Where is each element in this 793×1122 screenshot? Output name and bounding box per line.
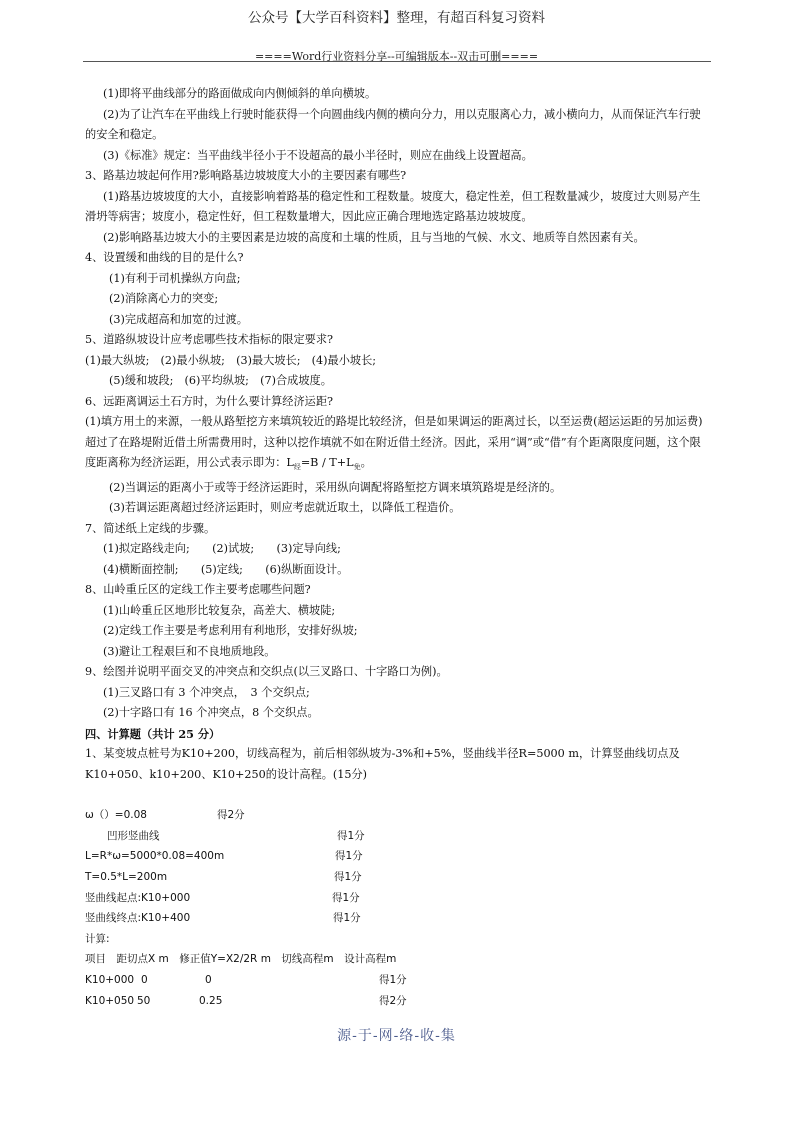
page-header: 公众号【大学百科资料】整理，有超百科复习资料 (248, 10, 545, 26)
table-header: 项目 距切点X m 修正值Y=X2/2R m 切线高程m 设计高程m (85, 953, 397, 966)
calc-row (85, 867, 711, 888)
formula-text: =B / T+L (300, 456, 354, 469)
score-label: 得2分 (379, 994, 407, 1007)
calc-text: 竖曲线起点:K10+000 (85, 891, 191, 904)
question-heading: 4、设置缓和曲线的目的是什么? (85, 251, 244, 264)
page-subheader: ====Word行业资料分享--可编辑版本--双击可删==== (254, 50, 539, 63)
list-item: (1)最大纵坡; (2)最小纵坡; (3)最大坡长; (4)最小坡长; (85, 353, 377, 367)
paragraph (85, 412, 711, 478)
list-item: (3)完成超高和加宽的过渡。 (109, 312, 248, 326)
cell: 0 (205, 973, 212, 986)
paragraph: (2)为了让汽车在平曲线上行驶时能获得一个向圆曲线内侧的横向分力，用以克服离心力，减小横向力，从而保证汽车行驶的安全和稳定。 (85, 107, 701, 141)
score-label: 得1分 (337, 829, 365, 842)
list-item: (5)缓和坡段; (6)平均纵坡; (7)合成坡度。 (109, 374, 332, 387)
calc-row (85, 929, 711, 950)
calc-text: 计算: (85, 932, 110, 945)
score-label: 得1分 (335, 850, 363, 863)
cell: K10+050 (85, 994, 135, 1007)
list-item: (3)避让工程艰巨和不良地质地段。 (103, 644, 276, 658)
list-item: (2)消除离心力的突变; (109, 292, 219, 305)
score-label: 得1分 (333, 912, 361, 925)
question-heading: 8、山岭重丘区的定线工作主要考虑哪些问题? (85, 583, 311, 597)
paragraph-text: (1)填方用土的来源，一般从路堑挖方来填筑较近的路堤比较经济，但是如果调运的距离过长，以至运费(超运运距的另加运费)超过了在路堤附近借土所需费用时，这种以挖作填就不如在附近借土经济。因此，采用“调”或“借”有个距离限度问题，这个限度距离称为经济运距，用公式表示即为：L (85, 415, 703, 469)
paragraph: (1)即将平曲线部分的路面做成向内侧倾斜的单向横坡。 (103, 87, 377, 100)
list-item: (2)定线工作主要是考虑利用有利地形，安排好纵坡; (103, 624, 358, 638)
header-divider (83, 61, 711, 62)
calculation-block (85, 805, 711, 1011)
calc-text: ω（）=0.08 (85, 809, 147, 822)
question-heading: 5、道路纵坡设计应考虑哪些技术指标的限定要求? (85, 333, 334, 346)
score-label: 得2分 (217, 809, 245, 822)
subscript: 经 (293, 463, 301, 472)
list-item: (1)有利于司机操纵方向盘; (109, 271, 241, 285)
question-text: 1、某变坡点桩号为K10+200，切线高程为，前后相邻纵坡为-3%和+5%，竖曲线半径R=5000 m，计算竖曲线切点及K10+050、k10+200、K10+250的设计高程。(15分) (85, 747, 680, 781)
list-item: (4)横断面控制; (5)定线; (6)纵断面设计。 (103, 562, 349, 576)
paragraph: (3)若调运距离超过经济运距时，则应考虑就近取土，以降低工程造价。 (109, 501, 461, 515)
calc-text: T=0.5*L=200m (85, 871, 168, 884)
list-item: (1)三叉路口有 3 个冲突点， 3 个交织点; (103, 685, 310, 699)
table-row (85, 991, 711, 1012)
paragraph: (1)路基边坡坡度的大小，直接影响着路基的稳定性和工程数量。坡度大，稳定性差，但工程数量减少，坡度过大则易产生滑坍等病害；坡度小，稳定性好，但工程数量增大，因此应正确合理地选定路基边坡坡度。 (85, 189, 701, 223)
page-footer: 源-于-网-络-收-集 (337, 1028, 456, 1044)
question-heading: 3、路基边坡起何作用?影响路基边坡坡度大小的主要因素有哪些? (85, 169, 407, 182)
subscript: 免 (353, 463, 361, 472)
calc-text: 凹形竖曲线 (107, 829, 160, 842)
cell: 50 (137, 994, 151, 1007)
paragraph: (3)《标准》规定：当平曲线半径小于不设超高的最小半径时，则应在曲线上设置超高。 (103, 148, 533, 162)
cell: 0.25 (199, 994, 223, 1007)
table-row (85, 970, 711, 991)
punctuation: 。 (360, 456, 372, 469)
calc-row (85, 908, 711, 929)
score-label: 得1分 (379, 973, 407, 986)
cell: K10+000 (85, 973, 135, 986)
paragraph: (2)影响路基边坡大小的主要因素是边坡的高度和土壤的性质，且与当地的气候、水文、地质等自然因素有关。 (103, 230, 645, 244)
score-label: 得1分 (332, 891, 360, 904)
calc-row (85, 805, 711, 826)
calc-text: L=R*ω=5000*0.08=400m (85, 850, 225, 863)
calc-row (85, 826, 711, 847)
cell: 0 (141, 973, 148, 986)
list-item: (2)十字路口有 16 个冲突点，8 个交织点。 (103, 706, 319, 720)
paragraph: (2)当调运的距离小于或等于经济运距时，采用纵向调配将路堑挖方调来填筑路堤是经济的。 (109, 480, 562, 494)
list-item: (1)拟定路线走向; (2)试坡; (3)定导向线; (103, 542, 341, 556)
calc-row (85, 949, 711, 970)
calc-row (85, 888, 711, 909)
calc-text: 竖曲线终点:K10+400 (85, 912, 191, 925)
calc-row (85, 846, 711, 867)
question-heading: 9、绘图并说明平面交叉的冲突点和交织点(以三叉路口、十字路口为例)。 (85, 665, 448, 679)
question-heading: 6、远距离调运土石方时，为什么要计算经济运距? (85, 394, 334, 408)
section-heading: 四、计算题（共计 25 分） (85, 726, 221, 741)
question-heading: 7、简述纸上定线的步骤。 (85, 521, 216, 535)
score-label: 得1分 (334, 871, 362, 884)
document-body (85, 84, 711, 1011)
list-item: (1)山岭重丘区地形比较复杂，高差大、横坡陡; (103, 603, 336, 617)
